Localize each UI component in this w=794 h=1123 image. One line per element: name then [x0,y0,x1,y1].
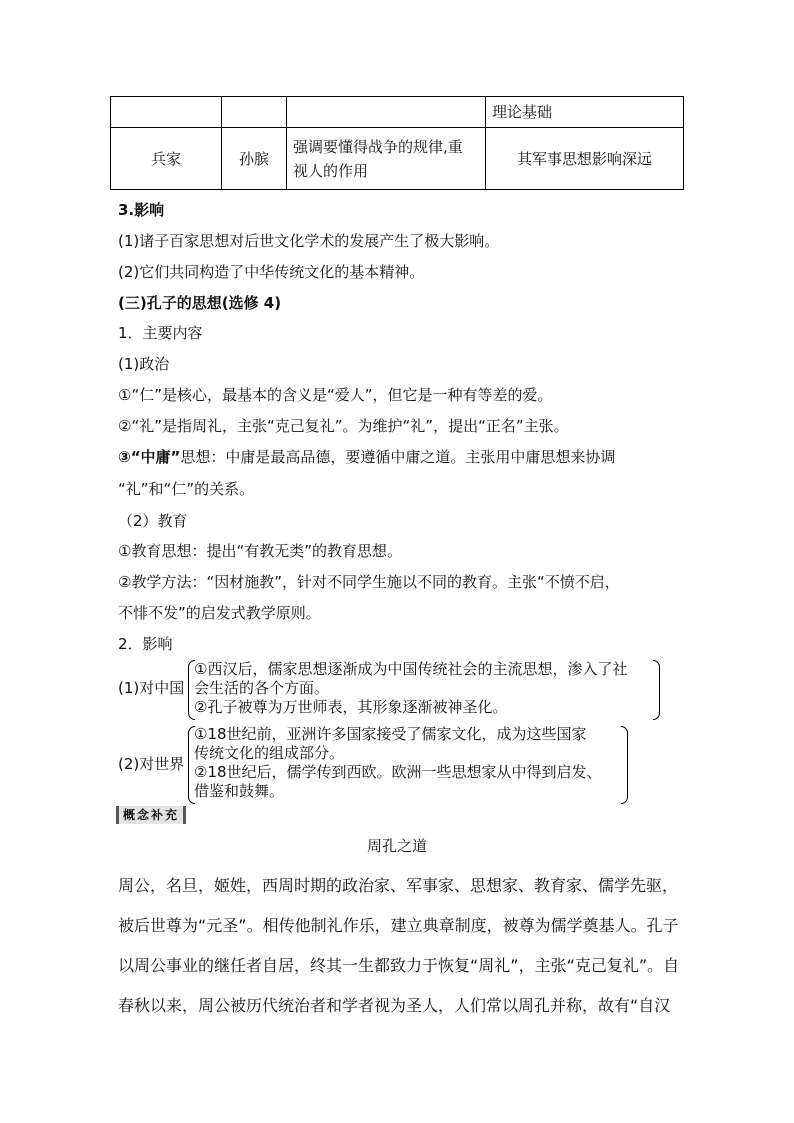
text-line [118,447,615,467]
term-label: ③“中庸” [118,448,181,466]
text-line: 传统文化的组成部分。 [194,744,345,762]
table-cell-idea [287,128,486,190]
text-line: ①“仁”是核心，最基本的含义是“爱人”，但它是一种有等差的爱。 [118,386,553,404]
table-cell [287,97,486,128]
text-line: ②教学方法：“因材施教”，针对不同学生施以不同的教育。主张“不愤不启， [118,573,620,591]
table-cell [111,97,222,128]
table-cell-school: 兵家 [111,128,222,190]
subheading: (1)政治 [118,355,170,373]
paragraph-line: 春秋以来，周公被历代统治者和学者视为圣人，人们常以周孔并称，故有“自汉 [118,996,671,1015]
subheading: 2．影响 [118,635,173,653]
idea-line: 强调要懂得战争的规律,重 [293,137,463,156]
text-line: (2)它们共同构造了中华传统文化的基本精神。 [118,263,425,281]
table-cell [222,97,287,128]
text-line: ②孔子被尊为万世师表，其形象逐渐被神圣化。 [194,698,508,716]
table-row [111,97,684,128]
text-line: 借鉴和鼓舞。 [194,782,285,800]
concept-title: 周孔之道 [366,837,427,855]
paragraph-line: 被后世尊为“元圣”。相传他制礼作乐，建立典章制度，被尊为儒学奠基人。孔子 [118,916,679,935]
text-line: ①教育思想：提出“有教无类”的教育思想。 [118,542,402,560]
text-line: 不悱不发”的启发式教学原则。 [118,604,321,622]
right-brace [621,726,628,804]
text-line: (1)诸子百家思想对后世文化学术的发展产生了极大影响。 [118,232,500,250]
section-heading: 3.影响 [118,201,165,219]
influence-label: (2)对世界 [118,755,185,773]
right-brace [653,660,660,720]
paragraph-line: 周公，名旦，姬姓，西周时期的政治家、军事家、思想家、教育家、儒学先驱， [118,876,679,895]
term-text: 思想：中庸是最高品德，要遵循中庸之道。主张用中庸思想来协调 [180,448,616,466]
text-line: “礼”和“仁”的关系。 [118,480,255,498]
subheading: （2）教育 [118,512,188,530]
table-row [111,128,684,190]
paragraph [118,866,679,1026]
schools-table [110,96,684,190]
table-cell: 理论基础 [486,97,684,128]
section-heading: (三)孔子的思想(选修 4) [118,294,282,312]
subheading: 1．主要内容 [118,324,203,342]
text-line: ②“礼”是指周礼，主张“克己复礼”。为维护“礼”，提出“正名”主张。 [118,417,569,435]
text-line: 会生活的各个方面。 [194,679,330,697]
text-line: ②18世纪后，儒学传到西欧。欧洲一些思想家从中得到启发、 [194,763,602,781]
idea-line: 视人的作用 [293,161,369,180]
concept-tag: 概念补充 [116,806,186,824]
text-line: ①西汉后，儒家思想逐渐成为中国传统社会的主流思想，渗入了社 [194,660,628,678]
table-cell-impact: 其军事思想影响深远 [486,128,684,190]
influence-label: (1)对中国 [118,679,185,697]
paragraph-line: 以周公事业的继任者自居，终其一生都致力于恢复“周礼”，主张“克己复礼”。自 [118,956,680,975]
text-line: ①18世纪前，亚洲许多国家接受了儒家文化，成为这些国家 [194,725,587,743]
table-cell-person: 孙膑 [222,128,287,190]
